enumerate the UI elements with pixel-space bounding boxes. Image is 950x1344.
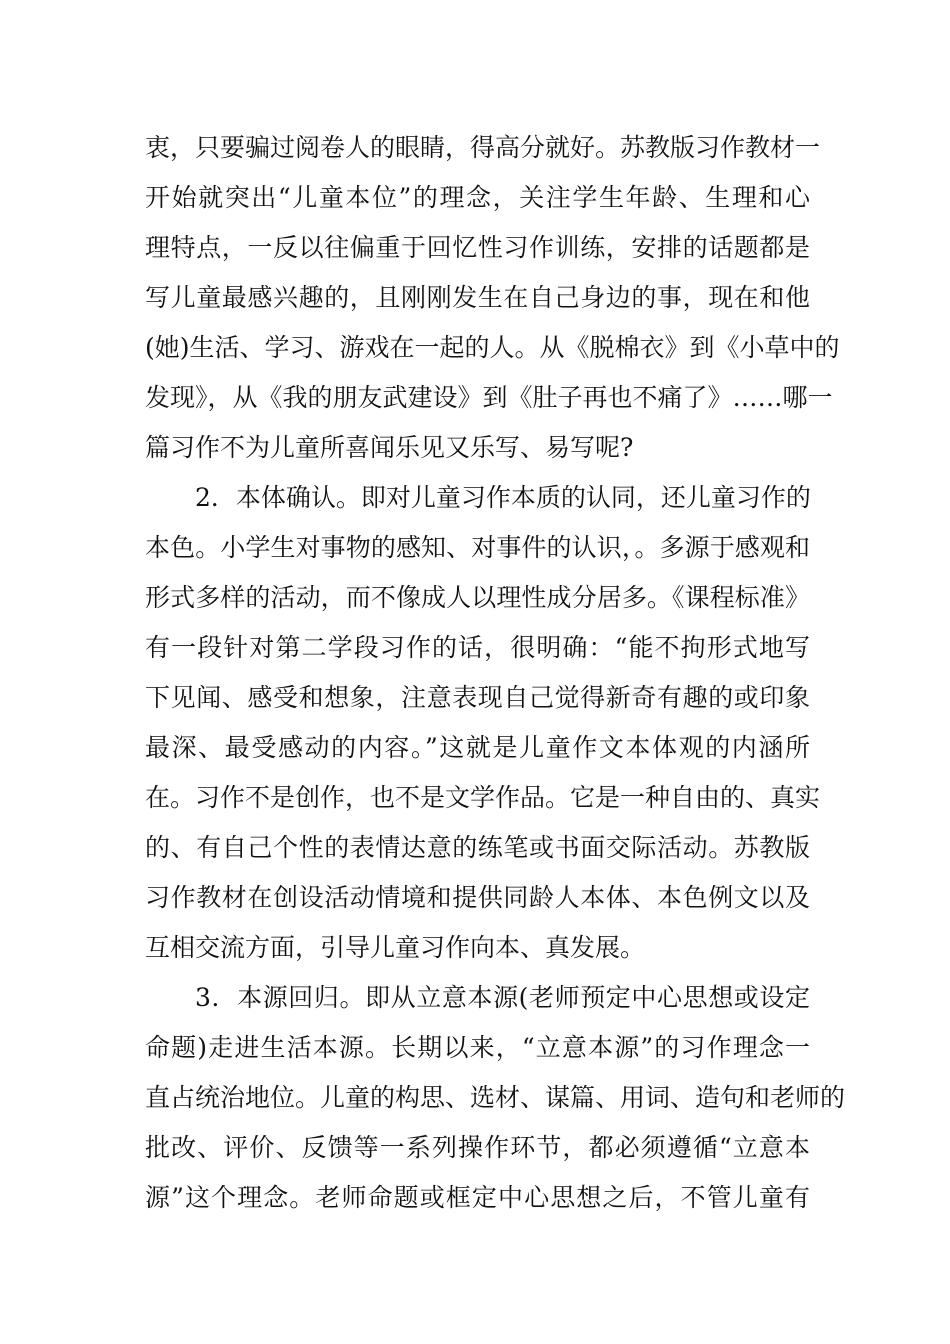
text-line: 习作教材在创设活动情境和提供同龄人本体、本色例文以及 (145, 883, 810, 912)
text-line: 互相交流方面，引导儿童习作向本、真发展。 (145, 933, 646, 962)
text-line: (她)生活、学习、游戏在一起的人。从《脱棉衣》到《小草中的 (145, 333, 840, 362)
text-line: 命题)走进生活本源。长期以来，“立意本源”的习作理念一 (145, 1033, 810, 1062)
text-line: 发现》，从《我的朋友武建设》到《肚子再也不痛了》……哪一 (145, 383, 833, 412)
text-line: 形式多样的活动，而不像成人以理性成分居多。《课程标准》 (145, 583, 810, 612)
text-line: 下见闻、感受和想象，注意表现自己觉得新奇有趣的或印象 (145, 683, 810, 712)
text-line: 理特点，一反以往偏重于回忆性习作训练，安排的话题都是 (145, 233, 810, 262)
text-line: 写儿童最感兴趣的，且刚刚发生在自己身边的事，现在和他 (145, 283, 810, 312)
text-line: 衷，只要骗过阅卷人的眼睛，得高分就好。苏教版习作教材一 (145, 133, 821, 162)
text-line: 最深、最受感动的内容。”这就是儿童作文本体观的内涵所 (145, 733, 810, 762)
paragraph-start-line: 2．本体确认。即对儿童习作本质的认同，还儿童习作的 (195, 483, 811, 512)
text-line: 直占统治地位。儿童的构思、选材、谋篇、用词、造句和老师的 (145, 1083, 846, 1112)
paragraph-start-line: 3．本源回归。即从立意本源(老师预定中心思想或设定 (195, 983, 810, 1012)
text-line: 源”这个理念。老师命题或框定中心思想之后，不管儿童有 (145, 1183, 810, 1212)
text-line: 开始就突出“儿童本位”的理念，关注学生年龄、生理和心 (145, 183, 810, 212)
text-line: 有一段针对第二学段习作的话，很明确：“能不拘形式地写 (145, 633, 810, 662)
text-line: 篇习作不为儿童所喜闻乐见又乐写、易写呢? (145, 433, 634, 462)
text-line: 的、有自己个性的表情达意的练笔或书面交际活动。苏教版 (145, 833, 810, 862)
text-line: 本色。小学生对事物的感知、对事件的认识，。多源于感观和 (145, 533, 810, 562)
text-line: 批改、评价、反馈等一系列操作环节，都必须遵循“立意本 (145, 1133, 810, 1162)
text-line: 在。习作不是创作，也不是文学作品。它是一种自由的、真实 (145, 783, 821, 812)
